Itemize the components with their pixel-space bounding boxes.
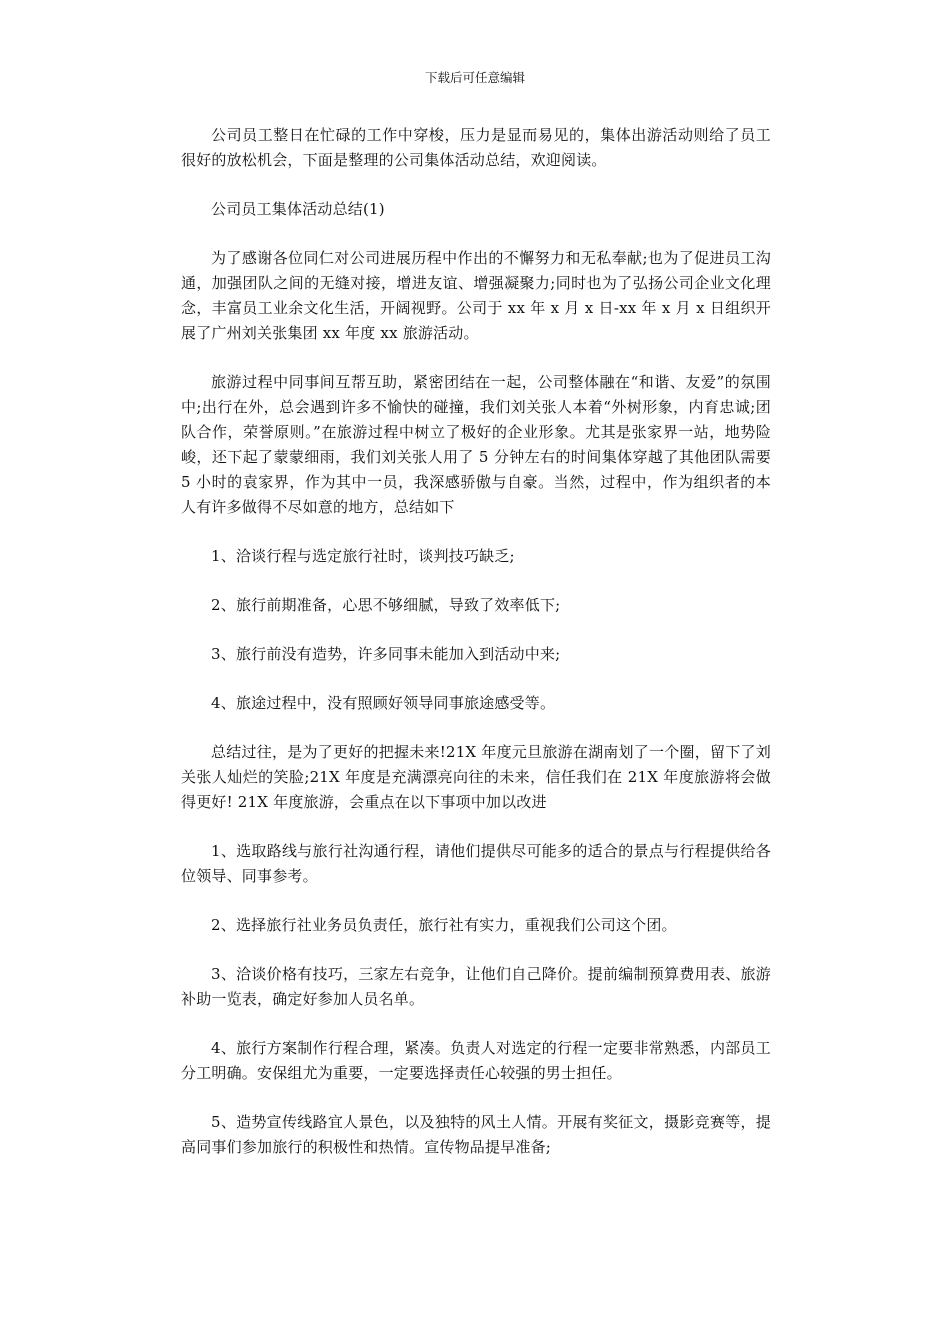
document-body — [181, 123, 771, 1160]
paragraph-trip-review: 旅游过程中同事间互帮互助，紧密团结在一起，公司整体融在“和谐、友爱”的氛围中;出行在外，总会遇到许多不愉快的碰撞，我们刘关张人本着“外树形象，内育忠诚;团队合作，荣誉原则。”在旅游过程中树立了极好的企业形象。尤其是张家界一站，地势险峻，还下起了蒙蒙细雨，我们刘关张人用了 5 分钟左右的时间集体穿越了其他团队需要 5 小时的袁家界，作为其中一员，我深感骄傲与自豪。当然，过程中，作为组织者的本人有许多做得不尽如意的地方，总结如下 — [181, 373, 771, 516]
list-item-improvement: 4、旅行方案制作行程合理，紧凑。负责人对选定的行程一定要非常熟悉，内部员工分工明确。安保组尤为重要，一定要选择责任心较强的男士担任。 — [181, 1039, 771, 1082]
list-item-improvement: 1、选取路线与旅行社沟通行程，请他们提供尽可能多的适合的景点与行程提供给各位领导、同事参考。 — [181, 842, 771, 885]
list-item-improvement: 5、造势宣传线路宜人景色，以及独特的风土人情。开展有奖征文，摄影竞赛等，提高同事们参加旅行的积极性和热情。宣传物品提早准备; — [181, 1113, 771, 1156]
list-item-shortcoming: 4、旅途过程中，没有照顾好领导同事旅途感受等。 — [211, 694, 556, 712]
list-item-improvement: 2、选择旅行社业务员负责任，旅行社有实力，重视我们公司这个团。 — [211, 916, 677, 934]
paragraph-outlook: 总结过往，是为了更好的把握未来!21X 年度元旦旅游在湖南划了一个圈，留下了刘关张人灿烂的笑脸;21X 年度是充满漂亮向往的未来，信任我们在 21X 年度旅游将会做得更好! 21X 年度旅游，会重点在以下事项中加以改进 — [181, 743, 771, 811]
list-item-shortcoming: 2、旅行前期准备，心思不够细腻，导致了效率低下; — [211, 596, 561, 614]
paragraph-purpose: 为了感谢各位同仁对公司进展历程中作出的不懈努力和无私奉献;也为了促进员工沟通，加强团队之间的无缝对接，增进友谊、增强凝聚力;同时也为了弘扬公司企业文化理念，丰富员工业余文化生活，开阔视野。公司于 xx 年 x 月 x 日-xx 年 x 月 x 日组织开展了广州刘关张集团 xx 年度 xx 旅游活动。 — [181, 249, 771, 342]
page-header: 下载后可任意编辑 — [424, 70, 525, 85]
list-item-shortcoming: 3、旅行前没有造势，许多同事未能加入到活动中来; — [211, 645, 561, 663]
section-title: 公司员工集体活动总结(1) — [211, 200, 385, 218]
list-item-shortcoming: 1、洽谈行程与选定旅行社时，谈判技巧缺乏; — [211, 547, 515, 565]
paragraph-intro: 公司员工整日在忙碌的工作中穿梭，压力是显而易见的，集体出游活动则给了员工很好的放松机会，下面是整理的公司集体活动总结，欢迎阅读。 — [181, 126, 771, 169]
list-item-improvement: 3、洽谈价格有技巧，三家左右竞争，让他们自己降价。提前编制预算费用表、旅游补助一览表，确定好参加人员名单。 — [181, 965, 771, 1008]
